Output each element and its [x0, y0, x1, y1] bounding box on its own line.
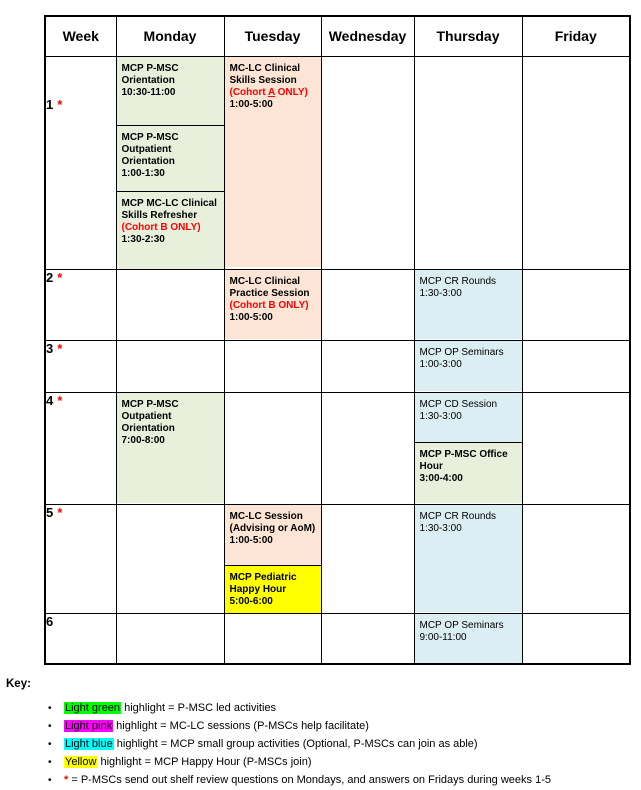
- key-section: [6, 678, 551, 790]
- event-w5-tue-happy-hour: [225, 566, 321, 613]
- event-w4-thu-cd-session: [415, 393, 522, 443]
- cell-w2-tuesday: [224, 269, 321, 340]
- cell-w5-tuesday: [224, 504, 321, 613]
- week-cell-5: [45, 504, 116, 613]
- cell-w1-tuesday: [224, 56, 321, 269]
- event-time: 1:00-5:00: [229, 311, 273, 323]
- event-title: MCP Pediatric Happy Hour: [229, 571, 297, 595]
- cell-w3-tuesday: [224, 340, 321, 392]
- week-number: 5: [46, 504, 54, 520]
- week-cell-6: [45, 613, 116, 664]
- event-stack: [117, 57, 224, 269]
- cell-w6-thursday: [414, 613, 522, 664]
- schedule-table: [44, 15, 631, 665]
- event-time: 1:00-1:30: [121, 167, 165, 179]
- cell-w5-wednesday: [321, 504, 414, 613]
- key-item-text: highlight = MC-LC sessions (P-MSCs help facilitate): [113, 720, 369, 732]
- week-star: *: [57, 269, 63, 285]
- event-time: 1:30-3:00: [419, 287, 462, 299]
- week-row-1: [45, 56, 630, 269]
- week-number: 4: [46, 392, 54, 408]
- week-star: *: [57, 392, 63, 408]
- event-w1-mon-outpatient: [117, 126, 224, 192]
- week-star: *: [57, 340, 63, 356]
- bullet-icon: •: [48, 721, 52, 732]
- event-time: 1:00-5:00: [229, 98, 273, 110]
- cell-w2-monday: [116, 269, 224, 340]
- cell-w4-wednesday: [321, 392, 414, 504]
- event-w2-tue-practice-session: [225, 270, 321, 339]
- event-w6-thu-op-seminars: [415, 614, 522, 663]
- key-title: Key:: [6, 678, 31, 690]
- event-time: 10:30-11:00: [121, 86, 176, 98]
- event-w1-mon-orientation: [117, 57, 224, 126]
- cell-w6-tuesday: [224, 613, 321, 664]
- event-time: 1:00-3:00: [419, 358, 462, 370]
- key-item-light-pink: [48, 720, 551, 733]
- key-item-text: highlight = MCP small group activities (Optional, P-MSCs can join as able): [113, 738, 478, 750]
- week-row-2: [45, 269, 630, 340]
- bullet-icon: •: [48, 775, 52, 786]
- cell-w6-monday: [116, 613, 224, 664]
- key-item-text: highlight = MCP Happy Hour (P-MSCs join): [97, 756, 312, 768]
- key-item-light-green: [48, 702, 551, 715]
- event-title: MCP OP Seminars: [419, 619, 504, 631]
- event-w4-thu-office-hour: [415, 443, 522, 503]
- cell-w5-thursday: [414, 504, 522, 613]
- cell-w1-thursday: [414, 56, 522, 269]
- event-title: MCP CR Rounds: [419, 510, 497, 522]
- event-time: 5:00-6:00: [229, 595, 273, 607]
- event-title: MCP P-MSC Orientation: [121, 62, 179, 86]
- cell-w1-friday: [522, 56, 630, 269]
- bullet-icon: •: [48, 703, 52, 714]
- week-cell-2: [45, 269, 116, 340]
- event-w5-tue-mclc-session: [225, 505, 321, 566]
- event-title: MC-LC Clinical Practice Session: [229, 275, 310, 299]
- bullet-icon: •: [48, 757, 52, 768]
- week-row-6: [45, 613, 630, 664]
- cell-w4-friday: [522, 392, 630, 504]
- cell-w5-friday: [522, 504, 630, 613]
- cell-w4-thursday: [414, 392, 522, 504]
- event-time: 3:00-4:00: [419, 472, 463, 484]
- event-subtitle: (Advising or AoM): [229, 522, 316, 534]
- key-item-yellow: [48, 756, 551, 769]
- week-number: 2: [46, 269, 54, 285]
- cell-w2-thursday: [414, 269, 522, 340]
- event-time: 1:00-5:00: [229, 534, 273, 546]
- event-w5-thu-cr-rounds: [415, 505, 522, 612]
- event-w4-mon-outpatient: [117, 393, 224, 503]
- event-w3-thu-op-seminars: [415, 341, 522, 391]
- event-w1-tue-clinical-skills: [225, 57, 321, 267]
- week-row-4: [45, 392, 630, 504]
- cell-w1-monday: [116, 56, 224, 269]
- cell-w2-friday: [522, 269, 630, 340]
- header-row: [45, 16, 630, 56]
- week-cell-4: [45, 392, 116, 504]
- week-row-3: [45, 340, 630, 392]
- cell-w3-friday: [522, 340, 630, 392]
- cell-w5-monday: [116, 504, 224, 613]
- week-number: 1: [46, 96, 54, 112]
- cell-w6-friday: [522, 613, 630, 664]
- key-item-text: highlight = P-MSC led activities: [121, 702, 277, 714]
- week-number: 6: [46, 613, 54, 629]
- cell-w3-wednesday: [321, 340, 414, 392]
- event-cohort-note: (Cohort A ONLY): [229, 86, 308, 98]
- key-item-asterisk: [48, 774, 551, 787]
- cell-w2-wednesday: [321, 269, 414, 340]
- cell-w3-thursday: [414, 340, 522, 392]
- event-stack: [415, 393, 522, 503]
- event-time: 1:30-2:30: [121, 233, 165, 245]
- key-items: [6, 702, 551, 787]
- header-thursday: Thursday: [414, 16, 522, 56]
- cell-w4-tuesday: [224, 392, 321, 504]
- header-tuesday: Tuesday: [224, 16, 321, 56]
- header-monday: Monday: [116, 16, 224, 56]
- cell-w3-monday: [116, 340, 224, 392]
- event-stack: [225, 505, 321, 613]
- key-asterisk: *: [64, 774, 69, 786]
- event-title: MCP OP Seminars: [419, 346, 504, 358]
- event-cohort-note: (Cohort B ONLY): [121, 221, 201, 233]
- event-w1-mon-refresher: [117, 192, 224, 269]
- week-cell-3: [45, 340, 116, 392]
- week-row-5: [45, 504, 630, 613]
- event-title: MC-LC Session: [229, 510, 303, 522]
- event-title: MCP CD Session: [419, 398, 498, 410]
- key-highlight-green: Light green: [65, 702, 121, 714]
- key-item-text: = P-MSCs send out shelf review questions on Mondays, and answers on Fridays during weeks 1-5: [68, 774, 551, 786]
- header-friday: Friday: [522, 16, 630, 56]
- header-wednesday: Wednesday: [321, 16, 414, 56]
- week-star: *: [57, 504, 63, 520]
- event-cohort-note: (Cohort B ONLY): [229, 299, 309, 311]
- event-title: MCP P-MSC Outpatient Orientation: [121, 398, 179, 434]
- key-highlight-yellow: Yellow: [65, 756, 97, 768]
- event-w2-thu-cr-rounds: [415, 270, 522, 339]
- bullet-icon: •: [48, 739, 52, 750]
- week-star: *: [57, 96, 63, 112]
- header-week: Week: [45, 16, 116, 56]
- week-number: 3: [46, 340, 54, 356]
- key-highlight-blue: Light blue: [65, 738, 113, 750]
- event-time: 1:30-3:00: [419, 410, 462, 422]
- event-time: 9:00-11:00: [419, 631, 467, 643]
- event-title: MC-LC Clinical Skills Session: [229, 62, 301, 86]
- event-title: MCP CR Rounds: [419, 275, 497, 287]
- cell-w4-monday: [116, 392, 224, 504]
- event-title: MCP P-MSC Outpatient Orientation: [121, 131, 179, 167]
- event-title: MCP P-MSC Office Hour: [419, 448, 508, 472]
- key-highlight-pink: Light pink: [65, 720, 113, 732]
- event-time: 7:00-8:00: [121, 434, 165, 446]
- cell-w6-wednesday: [321, 613, 414, 664]
- key-item-light-blue: [48, 738, 551, 751]
- event-time: 1:30-3:00: [419, 522, 462, 534]
- event-title: MCP MC-LC Clinical Skills Refresher: [121, 197, 217, 221]
- cell-w1-wednesday: [321, 56, 414, 269]
- week-cell-1: [45, 56, 116, 269]
- cohort-letter-underlined: A: [268, 86, 275, 98]
